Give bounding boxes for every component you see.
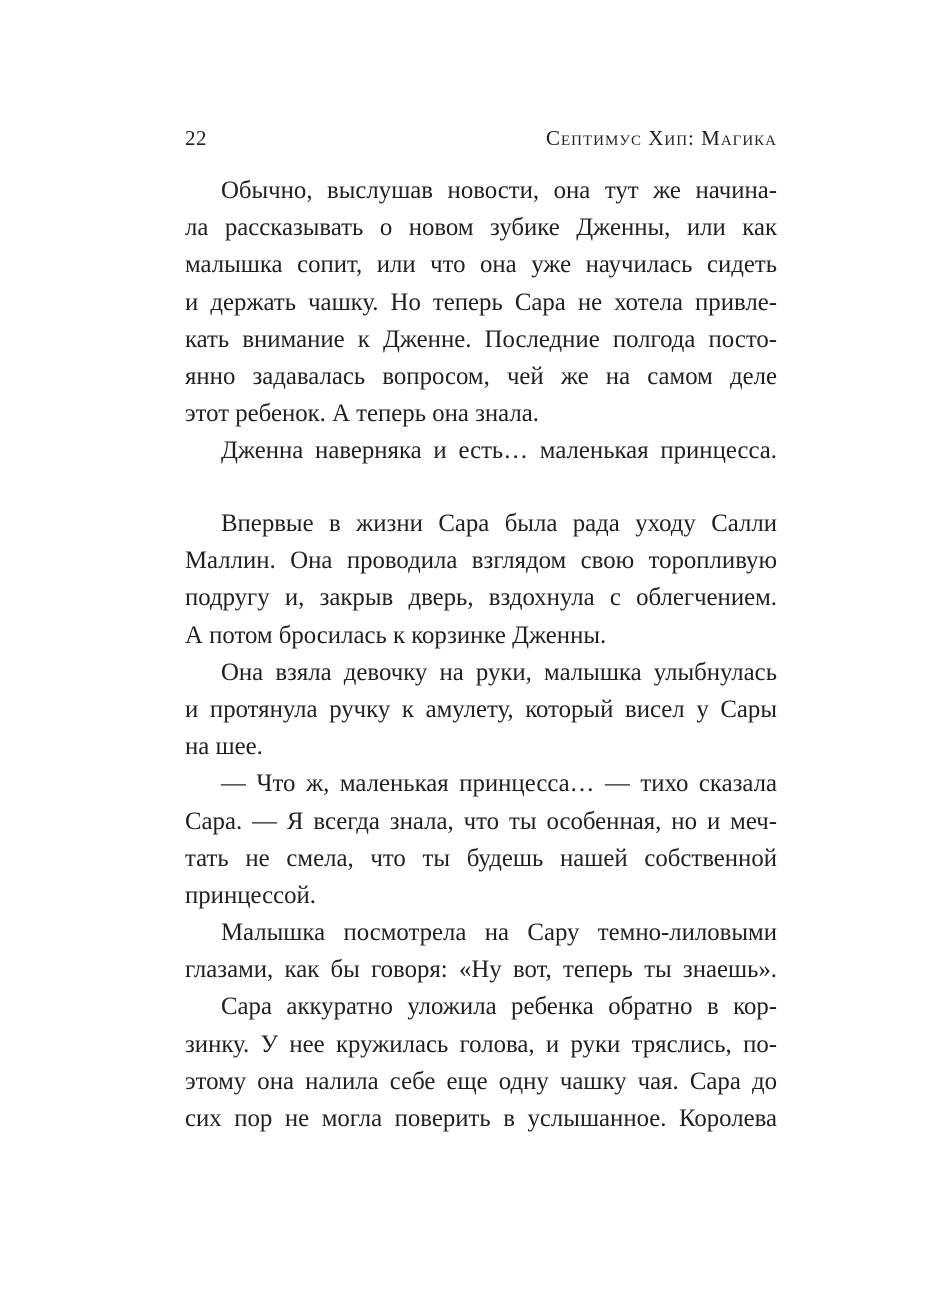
- text-line: глазами, как бы говоря: «Ну вот, теперь ты знаешь».: [185, 956, 777, 984]
- book-title: Септимус Хип: Магика: [546, 126, 777, 150]
- text-line: этот ребенок. А теперь она знала.: [185, 400, 539, 428]
- text-line: Маллин. Она проводила взглядом свою торопливую: [185, 547, 777, 575]
- text-line: подругу и, закрыв дверь, вздохнула с облегчением.: [185, 584, 777, 612]
- text-line: малышка сопит, или что она уже научилась сидеть: [185, 251, 777, 279]
- text-block-2: [185, 505, 777, 1137]
- text-line: зинку. У нее кружилась голова, и руки тряслись, по-: [185, 1030, 777, 1058]
- text-line: сих пор не могла поверить в услышанное. Королева: [185, 1105, 777, 1132]
- page-number: 22: [185, 126, 207, 150]
- text-line: и держать чашку. Но теперь Сара не хотела привле-: [185, 288, 777, 316]
- text-line: Обычно, выслушав новости, она тут же начина-: [221, 177, 777, 204]
- running-head: [185, 126, 777, 158]
- text-line: тать не смела, что ты будешь нашей собственной: [185, 844, 777, 872]
- text-line: кать внимание к Дженне. Последние полгода посто-: [185, 325, 777, 353]
- text-line: А потом бросилась к корзинке Дженны.: [185, 621, 607, 649]
- text-line: и протянула ручку к амулету, который висел у Сары: [185, 695, 777, 723]
- text-line: Малышка посмотрела на Сару темно-лиловыми: [221, 919, 777, 947]
- text-line: на шее.: [185, 733, 263, 761]
- text-line: Дженна наверняка и есть… маленькая принцесса.: [221, 437, 777, 465]
- text-line: этому она налила себе еще одну чашку чая. Сара до: [185, 1067, 777, 1095]
- text-line: — Что ж, маленькая принцесса… — тихо сказала: [221, 770, 777, 798]
- text-line: Сара. — Я всегда знала, что ты особенная, но и меч-: [185, 807, 777, 835]
- text-line: янно задавалась вопросом, чей же на самом деле: [185, 362, 777, 390]
- text-line: Сара аккуратно уложила ребенка обратно в кор-: [221, 993, 777, 1021]
- text-block-1: [185, 172, 777, 470]
- text-line: Она взяла девочку на руки, малышка улыбнулась: [221, 658, 777, 686]
- text-line: ла рассказывать о новом зубике Дженны, или как: [185, 214, 777, 242]
- text-line: Впервые в жизни Сара была рада уходу Салли: [221, 510, 777, 537]
- text-line: принцессой.: [185, 881, 316, 909]
